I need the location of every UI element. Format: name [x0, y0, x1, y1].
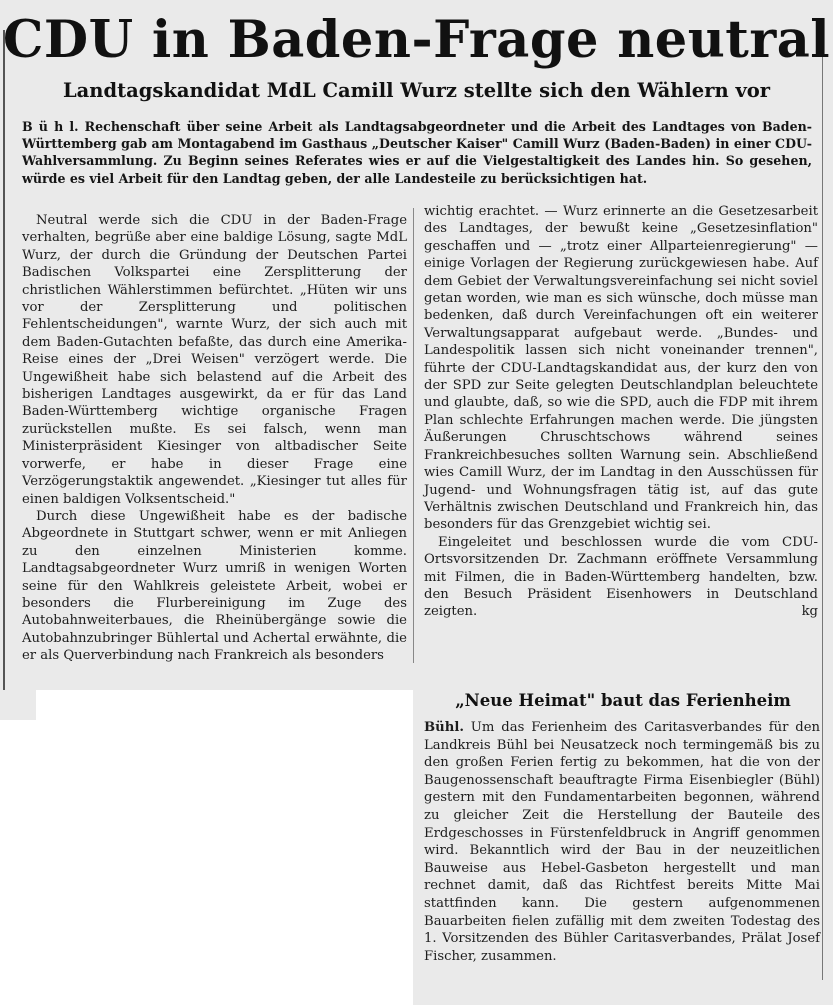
- lead-paragraph: B ü h l. Rechenschaft über seine Arbeit als Landtagsabgeordneter und die Arbeit des Landtages von Baden-Württemberg gab am Montagabend im Gasthaus „Deutscher Kaiser" Camill Wurz (Baden-Baden) in einer CDU-Wahlversammlung. Zu Beginn seines Referates wies er auf die Vielgestaltigkeit des Landes hin. So gesehen, würde es viel Arbeit für den Landtag geben, der alle Landesteile zu berücksichtigen hat.: [22, 119, 812, 186]
- article2-dateline: Bühl.: [424, 720, 464, 735]
- clipping-background-tab: [0, 690, 36, 720]
- cutout-area: [36, 712, 413, 1005]
- column1-paragraph-2: Durch diese Ungewißheit habe es der badische Abgeordnete in Stuttgart schwer, wenn er mit Anliegen zu den einzelnen Ministerien komme. Landtagsabgeordneter Wurz umriß in wenigen Worten seine für den Wahlkreis geleistete Arbeit, wobei er besonders die Flurbereinigung im Zuge des Autobahnweiterbaues, die Rheinübergänge sowie die Autobahnzubringer Bühlertal und Achertal erwähnte, die er als Querverbindung nach Frankreich als besonders: [22, 508, 407, 664]
- column2-paragraph-1: wichtig erachtet. — Wurz erinnerte an die Gesetzesarbeit des Landtages, der bewußt keine „Gesetzesinflation" geschaffen und — „trotz einer Allparteienregierung" — einige Vorlagen der Regierung zurückgewiesen habe. Auf dem Gebiet der Verwaltungsvereinfachung sei nicht soviel getan worden, wie man es sich wünsche, doch müsse man bedenken, daß durch Vereinfachungen oft ein weiterer Verwaltungsapparat aufgebaut werde. „Bundes- und Landespolitik lassen sich nicht voneinander trennen", führte der CDU-Landtagskandidat aus, der kurz den von der SPD zur Seite gelegten Deutschlandplan beleuchtete und glaubte, daß, so wie die SPD, auch die FDP mit ihrem Plan schlechte Erfahrungen machen werde. Die jüngsten Äußerungen Chruschtschows während seines Frankreichbesuches sollten Warnung sein. Abschließend wies Camill Wurz, der im Landtag in den Ausschüssen für Jugend- und Wohnungsfragen tätig ist, auf das gute Verhältnis zwischen Deutschland und Frankreich hin, das besonders für das Grenzgebiet wichtig sei.: [424, 204, 818, 533]
- headline: CDU in Baden-Frage neutral: [2, 10, 831, 70]
- column2-paragraph-2: [424, 534, 818, 621]
- article2-headline: „Neue Heimat" baut das Ferienheim: [455, 691, 791, 710]
- article2-paragraph: [424, 719, 820, 965]
- article2-body: [424, 719, 820, 965]
- scan-edge-right: [822, 30, 823, 980]
- article-column-2: [424, 203, 818, 621]
- author-signature: kg: [801, 604, 818, 620]
- subheadline: Landtagskandidat MdL Camill Wurz stellte sich den Wählern vor: [62, 79, 771, 102]
- column2-paragraph-2-text: Eingeleitet und beschlossen wurde die vom CDU-Ortsvorsitzenden Dr. Zachmann eröffnete Versammlung mit Filmen, die in Baden-Württemberg handelten, bzw. den Besuch Präsident Eisenhowers in Deutschland zeigten.: [424, 534, 818, 620]
- scan-edge-left: [3, 30, 5, 690]
- column-divider: [413, 208, 414, 663]
- column1-paragraph-1: Neutral werde sich die CDU in der Baden-Frage verhalten, begrüße aber eine baldige Lösung, sagte MdL Wurz, der durch die Gründung der Deutschen Partei Badischen Volkspartei eine Zersplitterung der christlichen Wählerstimmen befürchtet. „Hüten wir uns vor der Zersplitterung und politischen Fehlentscheidungen", warnte Wurz, der sich auch mit dem Baden-Gutachten befaßte, das durch eine Amerika-Reise eines der „Drei Weisen" verzögert werde. Die Ungewißheit habe sich belastend auf die Arbeit des bisherigen Landtages ausgewirkt, da er für das Land Baden-Württemberg wichtige organische Fragen zurückstellen mußte. Es sei falsch, wenn man Ministerpräsident Kiesinger von altbadischer Seite vorwerfe, er habe in dieser Frage eine Verzögerungstaktik angewendet. „Kiesinger tut alles für einen baldigen Volksentscheid.": [22, 213, 407, 507]
- article2-text: Um das Ferienheim des Caritasverbandes für den Landkreis Bühl bei Neusatzeck noch termingemäß bis zu den großen Ferien fertig zu bekommen, hat die von der Baugenossenschaft beauftragte Firma Eisenbiegler (Bühl) gestern mit den Fundamentarbeiten begonnen, während zu gleicher Zeit die Herstellung der Bauteile des Erdgeschosses in Fürstenfeldbruck in Angriff genommen wird. Bekanntlich wird der Bau in der neuzeitlichen Bauweise aus Hebel-Gasbeton hergestellt und man rechnet damit, daß das Richtfest bereits Mitte Mai stattfinden kann. Die gestern aufgenommenen Bauarbeiten fielen zufällig mit dem zweiten Todestag des 1. Vorsitzenden des Bühler Caritasverbandes, Prälat Josef Fischer, zusammen.: [424, 720, 820, 964]
- article-column-1: [22, 212, 407, 665]
